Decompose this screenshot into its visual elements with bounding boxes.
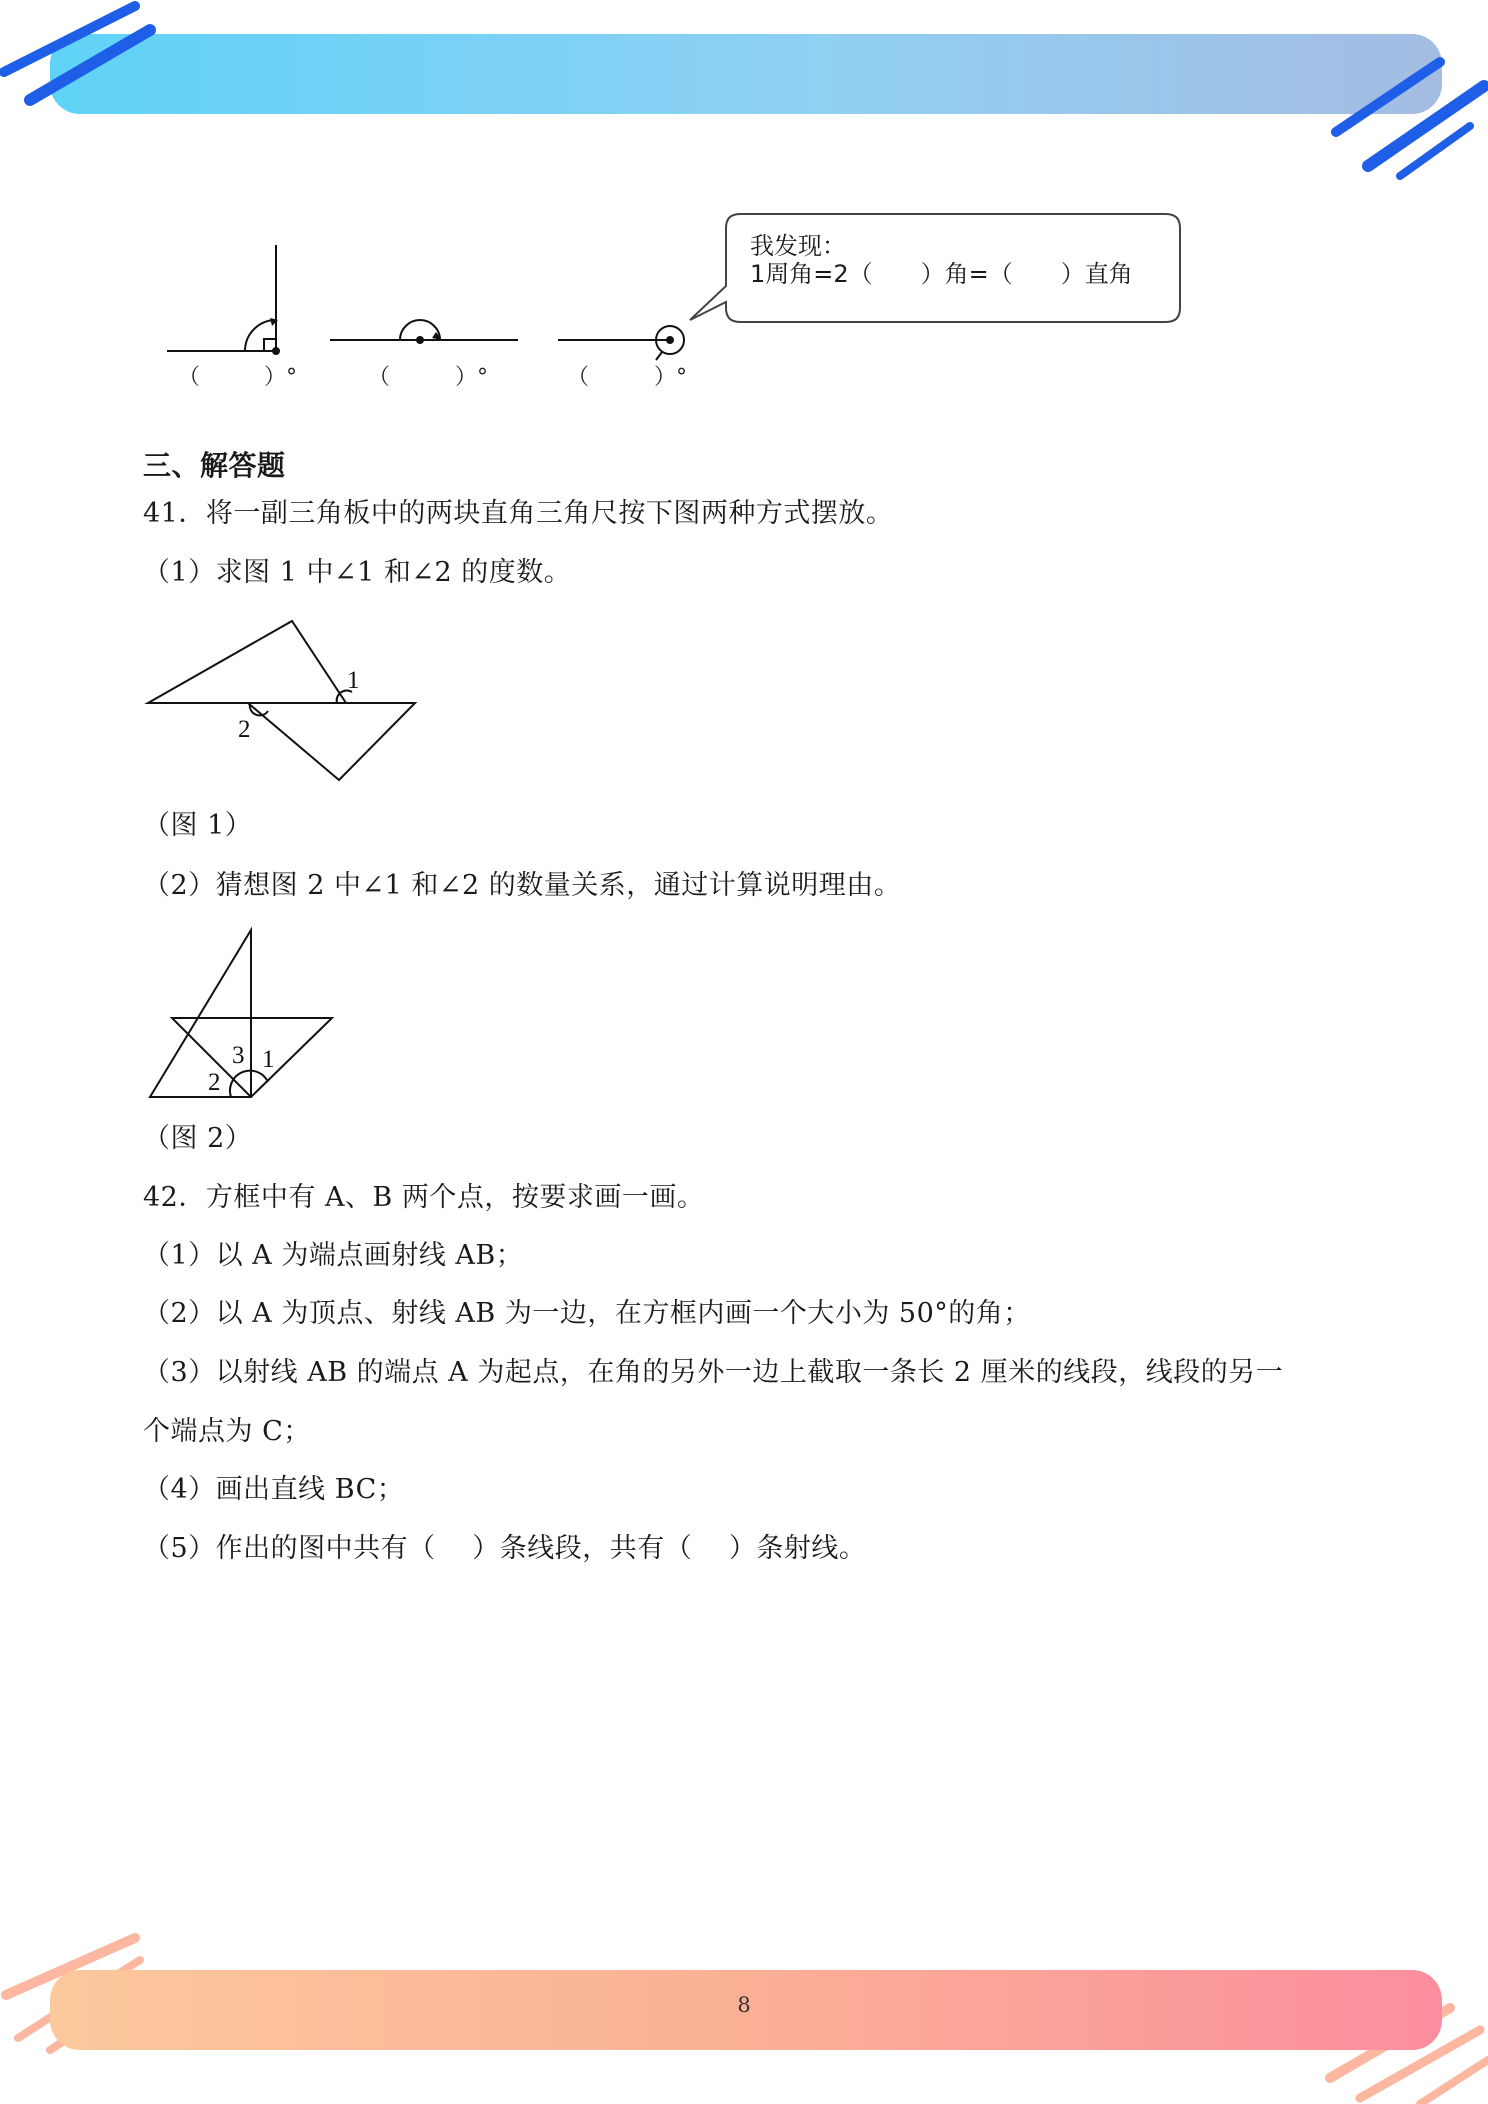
fig2-caption: （图 2） <box>143 1123 253 1154</box>
fig2-label-1: 1 <box>262 1046 275 1073</box>
q42-stem: 42．方框中有 A、B 两个点，按要求画一画。 <box>143 1182 705 1213</box>
q42-part2: （2）以 A 为顶点、射线 AB 为一边，在方框内画一个大小为 50°的角； <box>143 1298 1031 1329</box>
q41-part1: （1）求图 1 中∠1 和∠2 的度数。 <box>143 557 572 588</box>
fig1-label-2: 2 <box>238 716 251 743</box>
bubble-line-1: 我发现： <box>750 232 846 260</box>
q42-part3-line1: （3）以射线 AB 的端点 A 为起点，在角的另外一边上截取一条长 2 厘米的线段，线段的另一 <box>143 1357 1284 1388</box>
q42-part1: （1）以 A 为端点画射线 AB； <box>143 1240 524 1271</box>
blank-1-right: ）° <box>264 365 298 390</box>
fig1-caption: （图 1） <box>143 810 253 841</box>
fig1-label-1: 1 <box>347 667 360 694</box>
blank-2-right: ）° <box>455 365 489 390</box>
bubble-line-2: 1周角=2（ ）角=（ ）直角 <box>750 260 1133 288</box>
q41-stem: 41．将一副三角板中的两块直角三角尺按下图两种方式摆放。 <box>143 498 894 529</box>
q42-part3-line2: 个端点为 C； <box>143 1416 311 1447</box>
page-number: 8 <box>737 1993 751 2017</box>
blank-1-left: （ <box>178 365 201 390</box>
blank-2-left: （ <box>368 365 391 390</box>
fig2-label-3: 3 <box>232 1042 245 1069</box>
q42-part4: （4）画出直线 BC； <box>143 1474 405 1505</box>
fig2-triangle-tall <box>150 930 251 1097</box>
q41-part2: （2）猜想图 2 中∠1 和∠2 的数量关系，通过计算说明理由。 <box>143 870 902 901</box>
section-title: 三、解答题 <box>143 449 286 482</box>
fig2-label-2: 2 <box>208 1069 221 1096</box>
blank-3-right: ）° <box>654 365 688 390</box>
fig2-angle-arc <box>230 1071 268 1097</box>
q42-part5: （5）作出的图中共有（ ）条线段，共有（ ）条射线。 <box>143 1533 867 1564</box>
blank-3-left: （ <box>567 365 590 390</box>
